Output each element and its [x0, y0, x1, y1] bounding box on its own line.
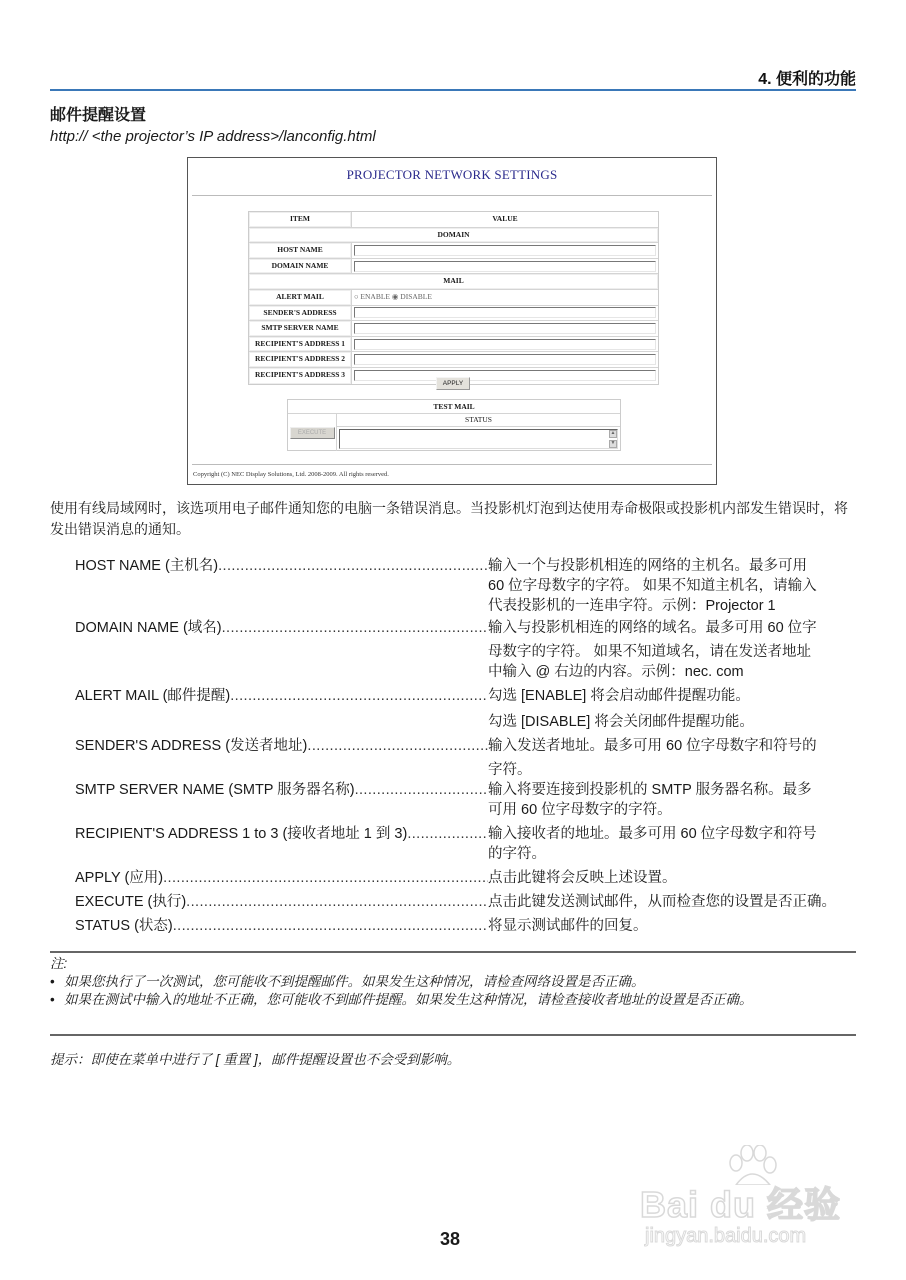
- notes-block: [50, 955, 856, 1009]
- host-name-input[interactable]: [354, 245, 656, 256]
- term: SENDER'S ADDRESS (发送者地址): [75, 738, 308, 754]
- execute-button[interactable]: EXECUTE: [290, 427, 335, 439]
- table-row: [249, 321, 658, 337]
- desc-line: 可用 60 位字母数字的字符。: [488, 802, 672, 818]
- desc-line: 点击此键发送测试邮件，从而检查您的设置是否正确。: [488, 894, 836, 910]
- leader-dots: [407, 824, 488, 864]
- leader-dots: [307, 736, 488, 780]
- domain-name-input[interactable]: [354, 261, 656, 272]
- desc-line: 勾选 [DISABLE] 将会关闭邮件提醒功能。: [488, 714, 754, 730]
- desc-line: 代表投影机的一连串字符。示例：Projector 1: [488, 598, 776, 614]
- domain-name-label: DOMAIN NAME: [249, 259, 352, 274]
- settings-page-title: PROJECTOR NETWORK SETTINGS: [346, 167, 558, 182]
- baidu-watermark: [640, 1145, 860, 1245]
- term: EXECUTE (执行): [75, 894, 187, 910]
- notes-label: 注:: [50, 956, 68, 971]
- desc-line: 将显示测试邮件的回复。: [488, 918, 648, 934]
- desc-line: 点击此键将会反映上述设置。: [488, 870, 677, 886]
- desc-line: 输入与投影机相连的网络的域名。最多可用 60 位字: [488, 620, 817, 636]
- host-name-label: HOST NAME: [249, 243, 352, 258]
- table-row: [249, 243, 658, 259]
- divider: [192, 464, 712, 465]
- bullet-icon: •: [50, 974, 55, 989]
- recipient-1-input[interactable]: [354, 339, 656, 350]
- note-text: 如果您执行了一次测试，您可能收不到提醒邮件。如果发生这种情况，请检查网络设置是否正确。: [64, 974, 645, 989]
- enable-radio[interactable]: ○: [354, 292, 361, 302]
- desc-line: 的字符。: [488, 846, 546, 862]
- term: STATUS (状态): [75, 918, 173, 934]
- definition-domain-name: [75, 618, 865, 682]
- settings-table: [248, 211, 659, 385]
- domain-group-label: DOMAIN: [249, 228, 658, 243]
- definition-status: [75, 916, 865, 936]
- term: RECIPIENT'S ADDRESS 1 to 3 (接收者地址 1 到 3): [75, 826, 408, 842]
- recipient-3-input[interactable]: [354, 370, 656, 381]
- leader-dots: [163, 868, 488, 888]
- page-number: 38: [440, 1229, 461, 1249]
- note-text: 如果在测试中输入的地址不正确，您可能收不到邮件提醒。如果发生这种情况，请检查接收者地址的设置是否正确。: [64, 992, 753, 1007]
- copyright-text: Copyright (C) NEC Display Solutions, Ltd. 2008-2009. All rights reserved.: [193, 471, 389, 478]
- desc-line: 字符。: [488, 762, 532, 778]
- disable-radio[interactable]: ◉: [390, 292, 401, 302]
- section-title: 邮件提醒设置: [50, 107, 147, 124]
- definition-smtp-server-name: [75, 780, 865, 820]
- table-row: [249, 306, 658, 322]
- table-row: [249, 337, 658, 353]
- config-url: http:// <the projector’s IP address>/lanconfig.html: [50, 128, 376, 145]
- note-item: [50, 973, 856, 991]
- recipient-1-label: RECIPIENT'S ADDRESS 1: [249, 337, 352, 352]
- leader-dots: [355, 780, 488, 820]
- definition-alert-mail: [75, 686, 865, 732]
- chapter-rule: [50, 89, 856, 91]
- intro-paragraph: 使用有线局域网时，该选项用电子邮件通知您的电脑一条错误消息。当投影机灯泡到达使用寿命极限或投影机内部发生错误时，将发出错误消息的通知。: [50, 500, 848, 537]
- senders-address-label: SENDER'S ADDRESS: [249, 306, 352, 321]
- desc-line: 输入接收者的地址。最多可用 60 位字母数字和符号: [488, 826, 817, 842]
- value-header: VALUE: [492, 214, 518, 223]
- bullet-icon: •: [50, 992, 55, 1007]
- note-item: [50, 991, 856, 1009]
- senders-address-input[interactable]: [354, 307, 656, 318]
- network-settings-screenshot: [187, 157, 717, 485]
- table-row: [249, 290, 658, 306]
- domain-group-row: [249, 228, 658, 244]
- definition-host-name: [75, 556, 865, 616]
- leader-dots: [230, 686, 488, 732]
- definition-senders-address: [75, 736, 865, 780]
- leader-dots: [222, 618, 488, 682]
- watermark-brand: Bai du 经验: [640, 1184, 842, 1225]
- item-header: ITEM: [249, 212, 352, 227]
- scroll-up-icon[interactable]: ▲: [610, 431, 616, 436]
- smtp-server-name-label: SMTP SERVER NAME: [249, 321, 352, 336]
- desc-line: 中输入 @ 右边的内容。示例：nec. com: [488, 664, 744, 680]
- desc-line: 输入将要连接到投影机的 SMTP 服务器名称。最多: [488, 782, 812, 798]
- recipient-2-input[interactable]: [354, 354, 656, 365]
- term: ALERT MAIL (邮件提醒): [75, 688, 231, 704]
- recipient-3-label: RECIPIENT'S ADDRESS 3: [249, 368, 352, 384]
- definition-recipient-address: [75, 824, 865, 864]
- definition-apply: [75, 868, 865, 888]
- alert-mail-label: ALERT MAIL: [249, 290, 352, 305]
- scroll-down-icon[interactable]: ▼: [610, 441, 616, 446]
- notes-bottom-rule: [50, 1034, 856, 1036]
- status-textarea[interactable]: [339, 429, 618, 449]
- table-row: [249, 259, 658, 275]
- smtp-server-name-input[interactable]: [354, 323, 656, 334]
- desc-line: 输入一个与投影机相连的网络的主机名。最多可用: [488, 558, 807, 574]
- test-mail-table: [287, 399, 621, 451]
- desc-line: 母数字的字符。 如果不知道域名，请在发送者地址: [488, 644, 812, 660]
- term: DOMAIN NAME (域名): [75, 620, 222, 636]
- table-row: [249, 352, 658, 368]
- term: SMTP SERVER NAME (SMTP 服务器名称): [75, 782, 355, 798]
- notes-top-rule: [50, 951, 856, 953]
- leader-dots: [218, 556, 488, 616]
- desc-line: 勾选 [ENABLE] 将会启动邮件提醒功能。: [488, 688, 750, 704]
- divider: [192, 195, 712, 196]
- status-header: STATUS: [337, 414, 620, 427]
- enable-radio-label: ENABLE: [360, 292, 390, 302]
- leader-dots: [173, 916, 488, 936]
- mail-group-label: MAIL: [249, 274, 658, 289]
- desc-line: 输入发送者地址。最多可用 60 位字母数字和符号的: [488, 738, 817, 754]
- leader-dots: [186, 892, 488, 912]
- table-header-row: [249, 212, 658, 228]
- term: HOST NAME (主机名): [75, 558, 219, 574]
- test-mail-header: TEST MAIL: [288, 400, 620, 414]
- chapter-header: 4. 便利的功能: [758, 71, 856, 88]
- status-scrollbar[interactable]: [609, 430, 617, 448]
- disable-radio-label: DISABLE: [400, 292, 432, 302]
- definition-list: [75, 556, 865, 936]
- term: APPLY (应用): [75, 870, 164, 886]
- apply-button[interactable]: APPLY: [436, 377, 470, 390]
- desc-line: 60 位字母数字的字符。 如果不知道主机名，请输入: [488, 578, 817, 594]
- mail-group-row: [249, 274, 658, 290]
- definition-execute: [75, 892, 865, 912]
- hint-text: 提示：即使在菜单中进行了 [ 重置 ]，邮件提醒设置也不会受到影响。: [50, 1052, 461, 1067]
- watermark-url: jingyan.baidu.com: [645, 1225, 807, 1247]
- recipient-2-label: RECIPIENT'S ADDRESS 2: [249, 352, 352, 367]
